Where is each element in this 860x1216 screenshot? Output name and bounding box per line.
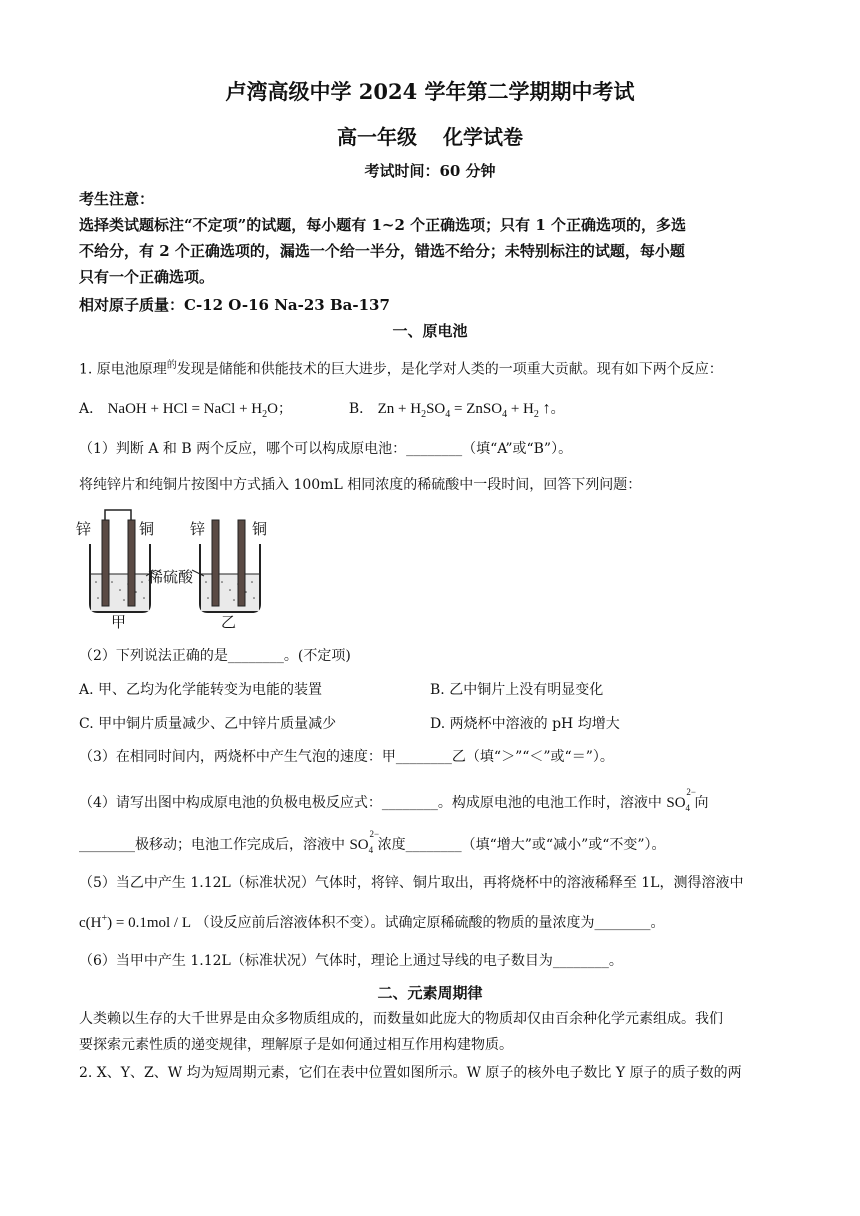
exam-title: 卢湾高级中学 2024 学年第二学期期中考试 [225, 79, 635, 104]
exam-subtitle [0, 121, 860, 150]
reaction-b-equation: $Zn + H_2SO_4$ = ZnSO$_4$ + $H_2$ ↑ [377, 400, 551, 420]
label-copper-jia: 铜 [139, 520, 155, 538]
section-2-intro-1: 人类赖以生存的大千世界是由众多物质组成的，而数量如此庞大的物质却仅由百余种化学元素组成。我们 [79, 1011, 723, 1027]
label-dilute-sulfuric-acid: 稀硫酸 [148, 568, 194, 586]
notice-line-1: 选择类试题标注“不定项”的试题，每小题有 1~2 个正确选项；只有 1 个正确选项的，多选 [79, 216, 687, 234]
question-1-4-line-2: ________极移动；电池工作完成后，溶液中 $SO_4$ 2− 浓度________（填“增大”或“减小”或“不变”）。 [79, 829, 666, 855]
label-zinc-yi: 锌 [190, 520, 206, 538]
question-1-5-line-2: c(H+) = 0.1mol / L （设反应前后溶液体积不变）。试确定原稀硫酸的物质的量浓度为________。 [79, 913, 665, 931]
question-1-2: （2）下列说法正确的是________。(不定项) [79, 648, 351, 664]
question-1-6: （6）当甲中产生 1.12L（标准状况）气体时，理论上通过导线的电子数目为________。 [79, 953, 623, 969]
section-title-battery: 一、原电池 [392, 322, 468, 340]
hydrogen-ion-concentration: c(H+) = 0.1mol / L [79, 913, 192, 931]
question-1-intro: 1. 原电池原理$^的$发现是储能和供能技术的巨大进步，是化学对人类的一项重大贡献。现有如下两个反应： [79, 360, 723, 378]
notice-line-3: 只有一个正确选项。 [79, 268, 215, 286]
question-2: 2. X、Y、Z、W 均为短周期元素，它们在表中位置如图所示。W 原子的核外电子数比 Y 原子的质子数的两 [79, 1065, 742, 1081]
section-2-intro-2: 要探索元素性质的递变规律，理解原子是如何通过相互作用构建物质。 [79, 1037, 513, 1053]
question-1-setup: 将纯锌片和纯铜片按图中方式插入 100mL 相同浓度的稀硫酸中一段时间，回答下列问题： [79, 477, 642, 493]
label-copper-yi: 铜 [252, 520, 268, 538]
reaction-line: A． NaOH + HCl = NaCl + $H_2O$； B． $Zn + H_2SO_4$ = ZnSO$_4$ + $H_2$ ↑。 [79, 400, 565, 420]
question-1-1: （1）判断 A 和 B 两个反应，哪个可以构成原电池：________（填“A”或“B”）。 [79, 441, 573, 457]
grade-label: 高一年级 [337, 125, 417, 149]
notice-line-2: 不给分，有 2 个正确选项的，漏选一个给一半分，错选不给分；未特别标注的试题，每小题 [79, 242, 685, 260]
label-zinc-jia: 锌 [76, 520, 92, 538]
option-b: B. 乙中铜片上没有明显变化 [430, 682, 604, 698]
sulfate-ion-formula: $SO_4$ 2− [666, 787, 696, 813]
sulfate-ion-formula-2: $SO_4$ 2− [349, 829, 380, 855]
reaction-a-label: A． [79, 401, 104, 417]
question-1-5-line-1: （5）当乙中产生 1.12L（标准状况）气体时，将锌、铜片取出，再将烧杯中的溶液稀释至 1L，测得溶液中 [79, 875, 744, 891]
label-yi: 乙 [221, 613, 237, 631]
question-1-3: （3）在相同时间内，两烧杯中产生气泡的速度：甲________乙（填“＞”“＜”或“＝”）。 [79, 749, 614, 765]
option-a: A. 甲、乙均为化学能转变为电能的装置 [79, 682, 323, 698]
galvanic-cell-figure [76, 508, 276, 632]
label-jia: 甲 [111, 613, 127, 631]
option-c: C. 甲中铜片质量减少、乙中锌片质量减少 [79, 716, 337, 732]
subject-label: 化学试卷 [443, 125, 523, 149]
option-d: D. 两烧杯中溶液的 pH 均增大 [430, 716, 620, 732]
exam-time: 考试时间：60 分钟 [364, 162, 496, 180]
reaction-a-equation: NaOH + HCl = NaCl + $H_2O$ [107, 401, 278, 420]
beaker-yi [200, 520, 260, 612]
reaction-b-label: B． [348, 401, 374, 417]
atomic-mass-line: 相对原子质量：C-12 O-16 Na-23 Ba-137 [79, 296, 390, 314]
section-title-periodic-law: 二、元素周期律 [377, 984, 483, 1002]
question-1-4-line-1: （4）请写出图中构成原电池的负极电极反应式：________。构成原电池的电池工作时，溶液中 $SO_4$ 2− 向 [79, 787, 709, 813]
notice-heading: 考生注意： [79, 190, 155, 208]
